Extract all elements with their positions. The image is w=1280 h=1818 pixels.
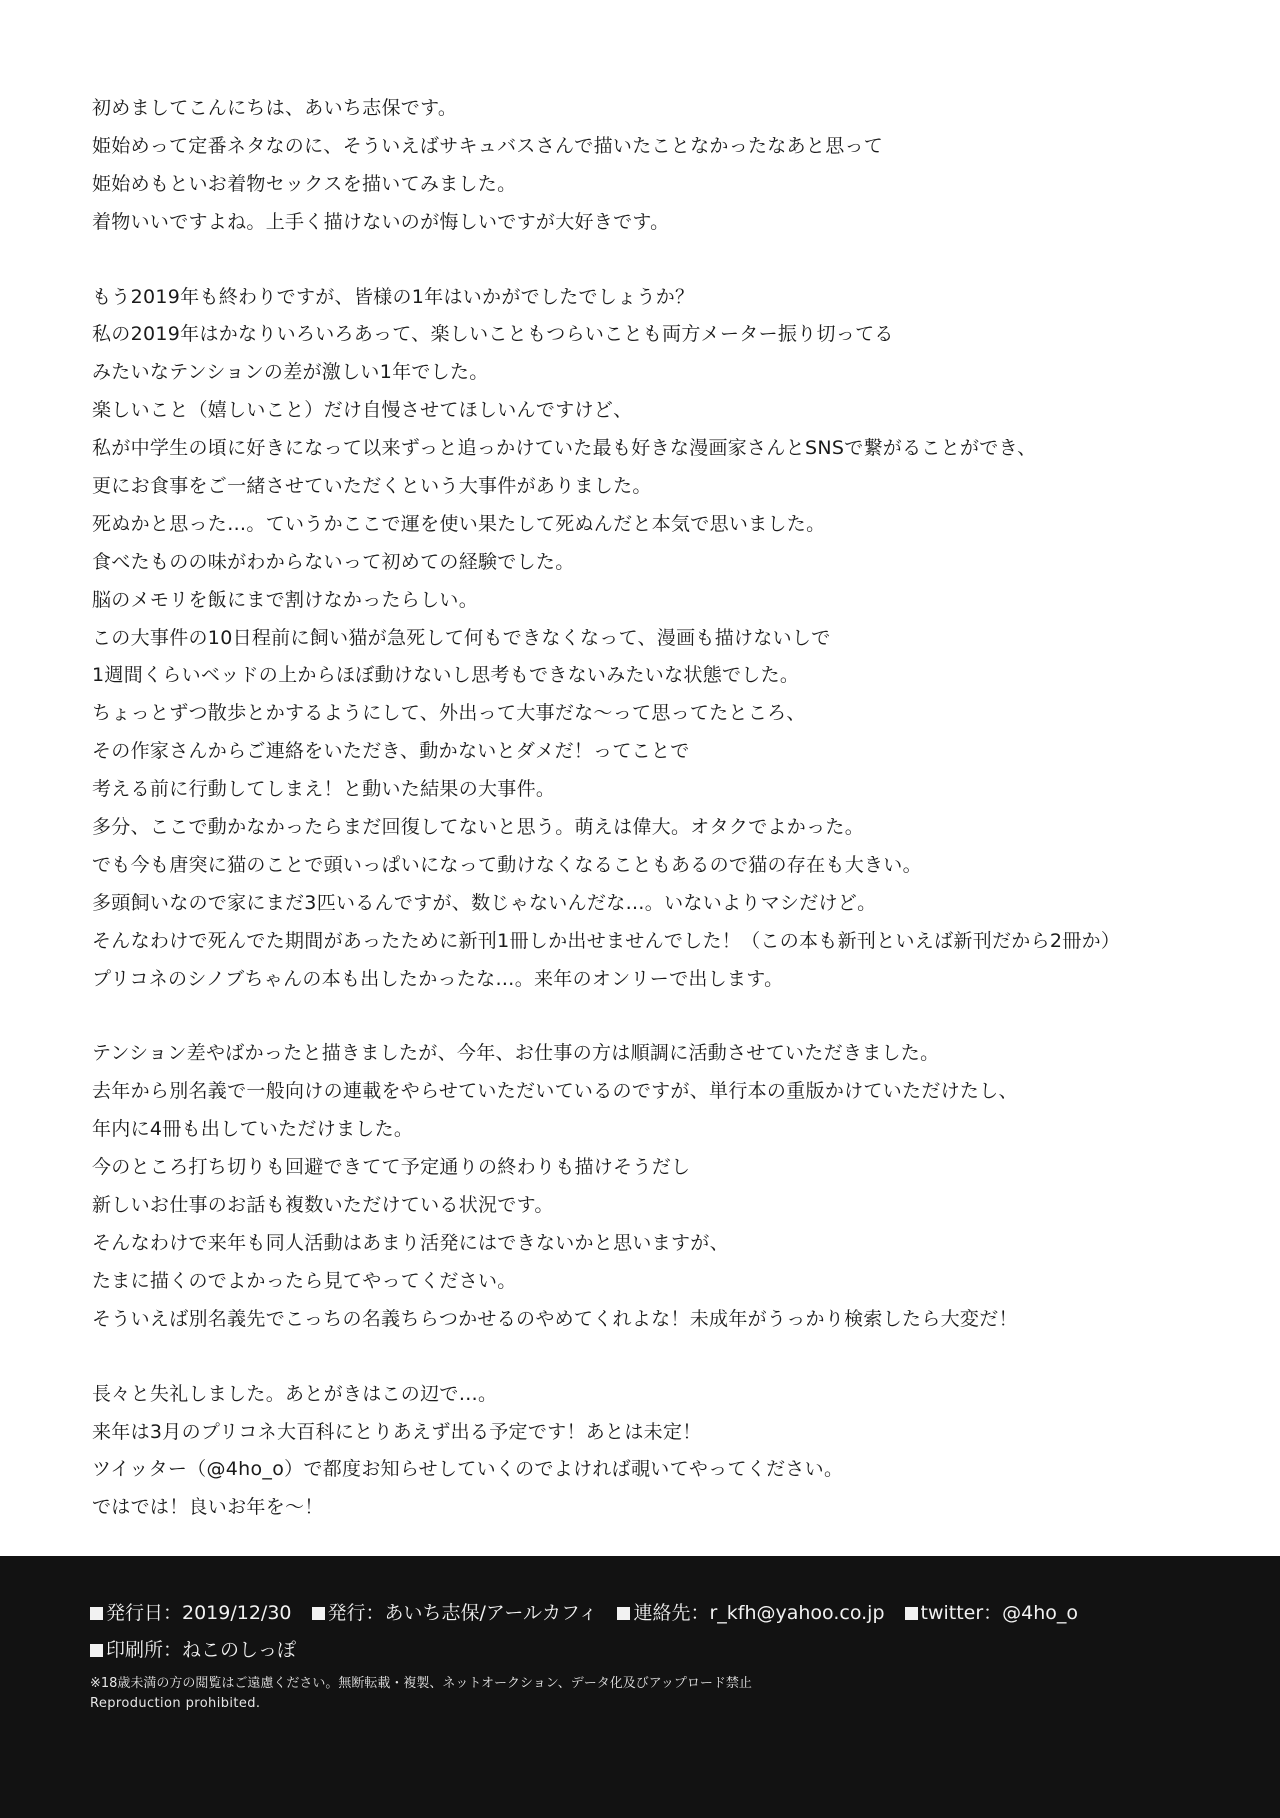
publisher-item	[312, 1598, 598, 1625]
publisher: 発行：あいち志保/アールカフィ	[327, 1602, 598, 1624]
text-line: もう2019年も終わりですが、皆様の1年はいかがでしたでしょうか？	[92, 285, 695, 308]
printer-item	[90, 1635, 296, 1662]
text-line: 着物いいですよね。上手く描けないのが悔しいですが大好きです。	[92, 210, 670, 233]
paragraph	[92, 279, 1212, 999]
paragraph	[92, 1376, 1212, 1528]
bullet-square-icon	[90, 1644, 103, 1657]
text-line: 私の2019年はかなりいろいろあって、楽しいこともつらいことも両方メーター振り切ってる	[92, 323, 894, 346]
reproduction-notice: Reproduction prohibited.	[90, 1696, 261, 1711]
colophon	[0, 1556, 1280, 1818]
issue-date: 発行日：2019/12/30	[106, 1602, 292, 1624]
text-line: 更にお食事をご一緒させていただくという大事件がありました。	[92, 475, 652, 498]
text-line: でも今も唐突に猫のことで頭いっぱいになって動けなくなることもあるので猫の存在も大きい。	[92, 853, 922, 876]
colophon-row-1	[90, 1598, 1098, 1625]
text-line: その作家さんからご連絡をいただき、動かないとダメだ！ってことで	[92, 740, 690, 763]
contact-item	[617, 1598, 884, 1625]
text-line: 多頭飼いなので家にまだ3匹いるんですが、数じゃないんだな…。いないよりマシだけど。	[92, 891, 877, 914]
issue-date-item	[90, 1598, 292, 1625]
text-line: 食べたものの味がわからないって初めての経験でした。	[92, 550, 575, 573]
text-line: 楽しいこと（嬉しいこと）だけ自慢させてほしいんですけど、	[92, 399, 633, 422]
text-line: 死ぬかと思った…。ていうかここで運を使い果たして死ぬんだと本気で思いました。	[92, 512, 826, 535]
contact-email: 連絡先：r_kfh@yahoo.co.jp	[633, 1602, 885, 1624]
text-line: そういえば別名義先でこっちの名義ちらつかせるのやめてくれよな！未成年がうっかり検索したら大変だ！	[92, 1307, 1018, 1330]
text-line: 多分、ここで動かなかったらまだ回復してないと思う。萌えは偉大。オタクでよかった。	[92, 816, 865, 839]
text-line: プリコネのシノブちゃんの本も出したかったな…。来年のオンリーで出します。	[92, 967, 784, 990]
text-line: 考える前に行動してしまえ！と動いた結果の大事件。	[92, 778, 556, 801]
bullet-square-icon	[617, 1607, 630, 1620]
text-line: そんなわけで来年も同人活動はあまり活発にはできないかと思いますが、	[92, 1231, 729, 1254]
text-line: 去年から別名義で一般向けの連載をやらせていただいているのですが、単行本の重版かけていただけたし、	[92, 1080, 1018, 1103]
text-line: テンション差やばかったと描きましたが、今年、お仕事の方は順調に活動させていただきました。	[92, 1042, 940, 1065]
paragraph	[92, 90, 1212, 242]
text-line: 私が中学生の頃に好きになって以来ずっと追っかけていた最も好きな漫画家さんとSNSで繋がることができ、	[92, 437, 1037, 460]
twitter-item	[905, 1598, 1079, 1625]
afterword-text	[92, 90, 1212, 1564]
age-restriction-notice: ※18歳未満の方の閲覧はご遠慮ください。無断転載・複製、ネットオークション、データ化及びアップロード禁止	[90, 1676, 752, 1691]
text-line: たまに描くのでよかったら見てやってください。	[92, 1269, 517, 1292]
text-line: ではでは！良いお年を～！	[92, 1496, 324, 1519]
paragraph	[92, 1035, 1212, 1338]
text-line: ツイッター（@4ho_o）で都度お知らせしていくのでよければ覗いてやってください。	[92, 1458, 844, 1481]
text-line: 来年は3月のプリコネ大百科にとりあえず出る予定です！あとは未定！	[92, 1420, 702, 1443]
text-line: ちょっとずつ散歩とかするようにして、外出って大事だな～って思ってたところ、	[92, 702, 806, 725]
text-line: 年内に4冊も出していただけました。	[92, 1118, 414, 1141]
text-line: 長々と失礼しました。あとがきはこの辺で…。	[92, 1382, 498, 1405]
text-line: 今のところ打ち切りも回避できてて予定通りの終わりも描けそうだし	[92, 1156, 691, 1179]
text-line: そんなわけで死んでた期間があったために新刊1冊しか出せませんでした！（この本も新刊といえば新刊だから2冊か）	[92, 929, 1121, 952]
text-line: 姫始めもといお着物セックスを描いてみました。	[92, 172, 517, 195]
bullet-square-icon	[312, 1607, 325, 1620]
text-line: この大事件の10日程前に飼い猫が急死して何もできなくなって、漫画も描けないしで	[92, 626, 831, 649]
bullet-square-icon	[90, 1607, 103, 1620]
text-line: 姫始めって定番ネタなのに、そういえばサキュバスさんで描いたことなかったなあと思って	[92, 134, 884, 157]
text-line: 初めましてこんにちは、あいち志保です。	[92, 97, 458, 119]
colophon-row-2	[90, 1635, 316, 1662]
text-line: 脳のメモリを飯にまで割けなかったらしい。	[92, 588, 479, 611]
bullet-square-icon	[905, 1607, 918, 1620]
printer: 印刷所：ねこのしっぽ	[106, 1639, 297, 1661]
text-line: 1週間くらいベッドの上からほぼ動けないし思考もできないみたいな状態でした。	[92, 664, 800, 687]
text-line: 新しいお仕事のお話も複数いただけている状況です。	[92, 1194, 554, 1217]
text-line: みたいなテンションの差が激しい1年でした。	[92, 361, 489, 384]
twitter-handle: twitter：@4ho_o	[920, 1602, 1079, 1624]
